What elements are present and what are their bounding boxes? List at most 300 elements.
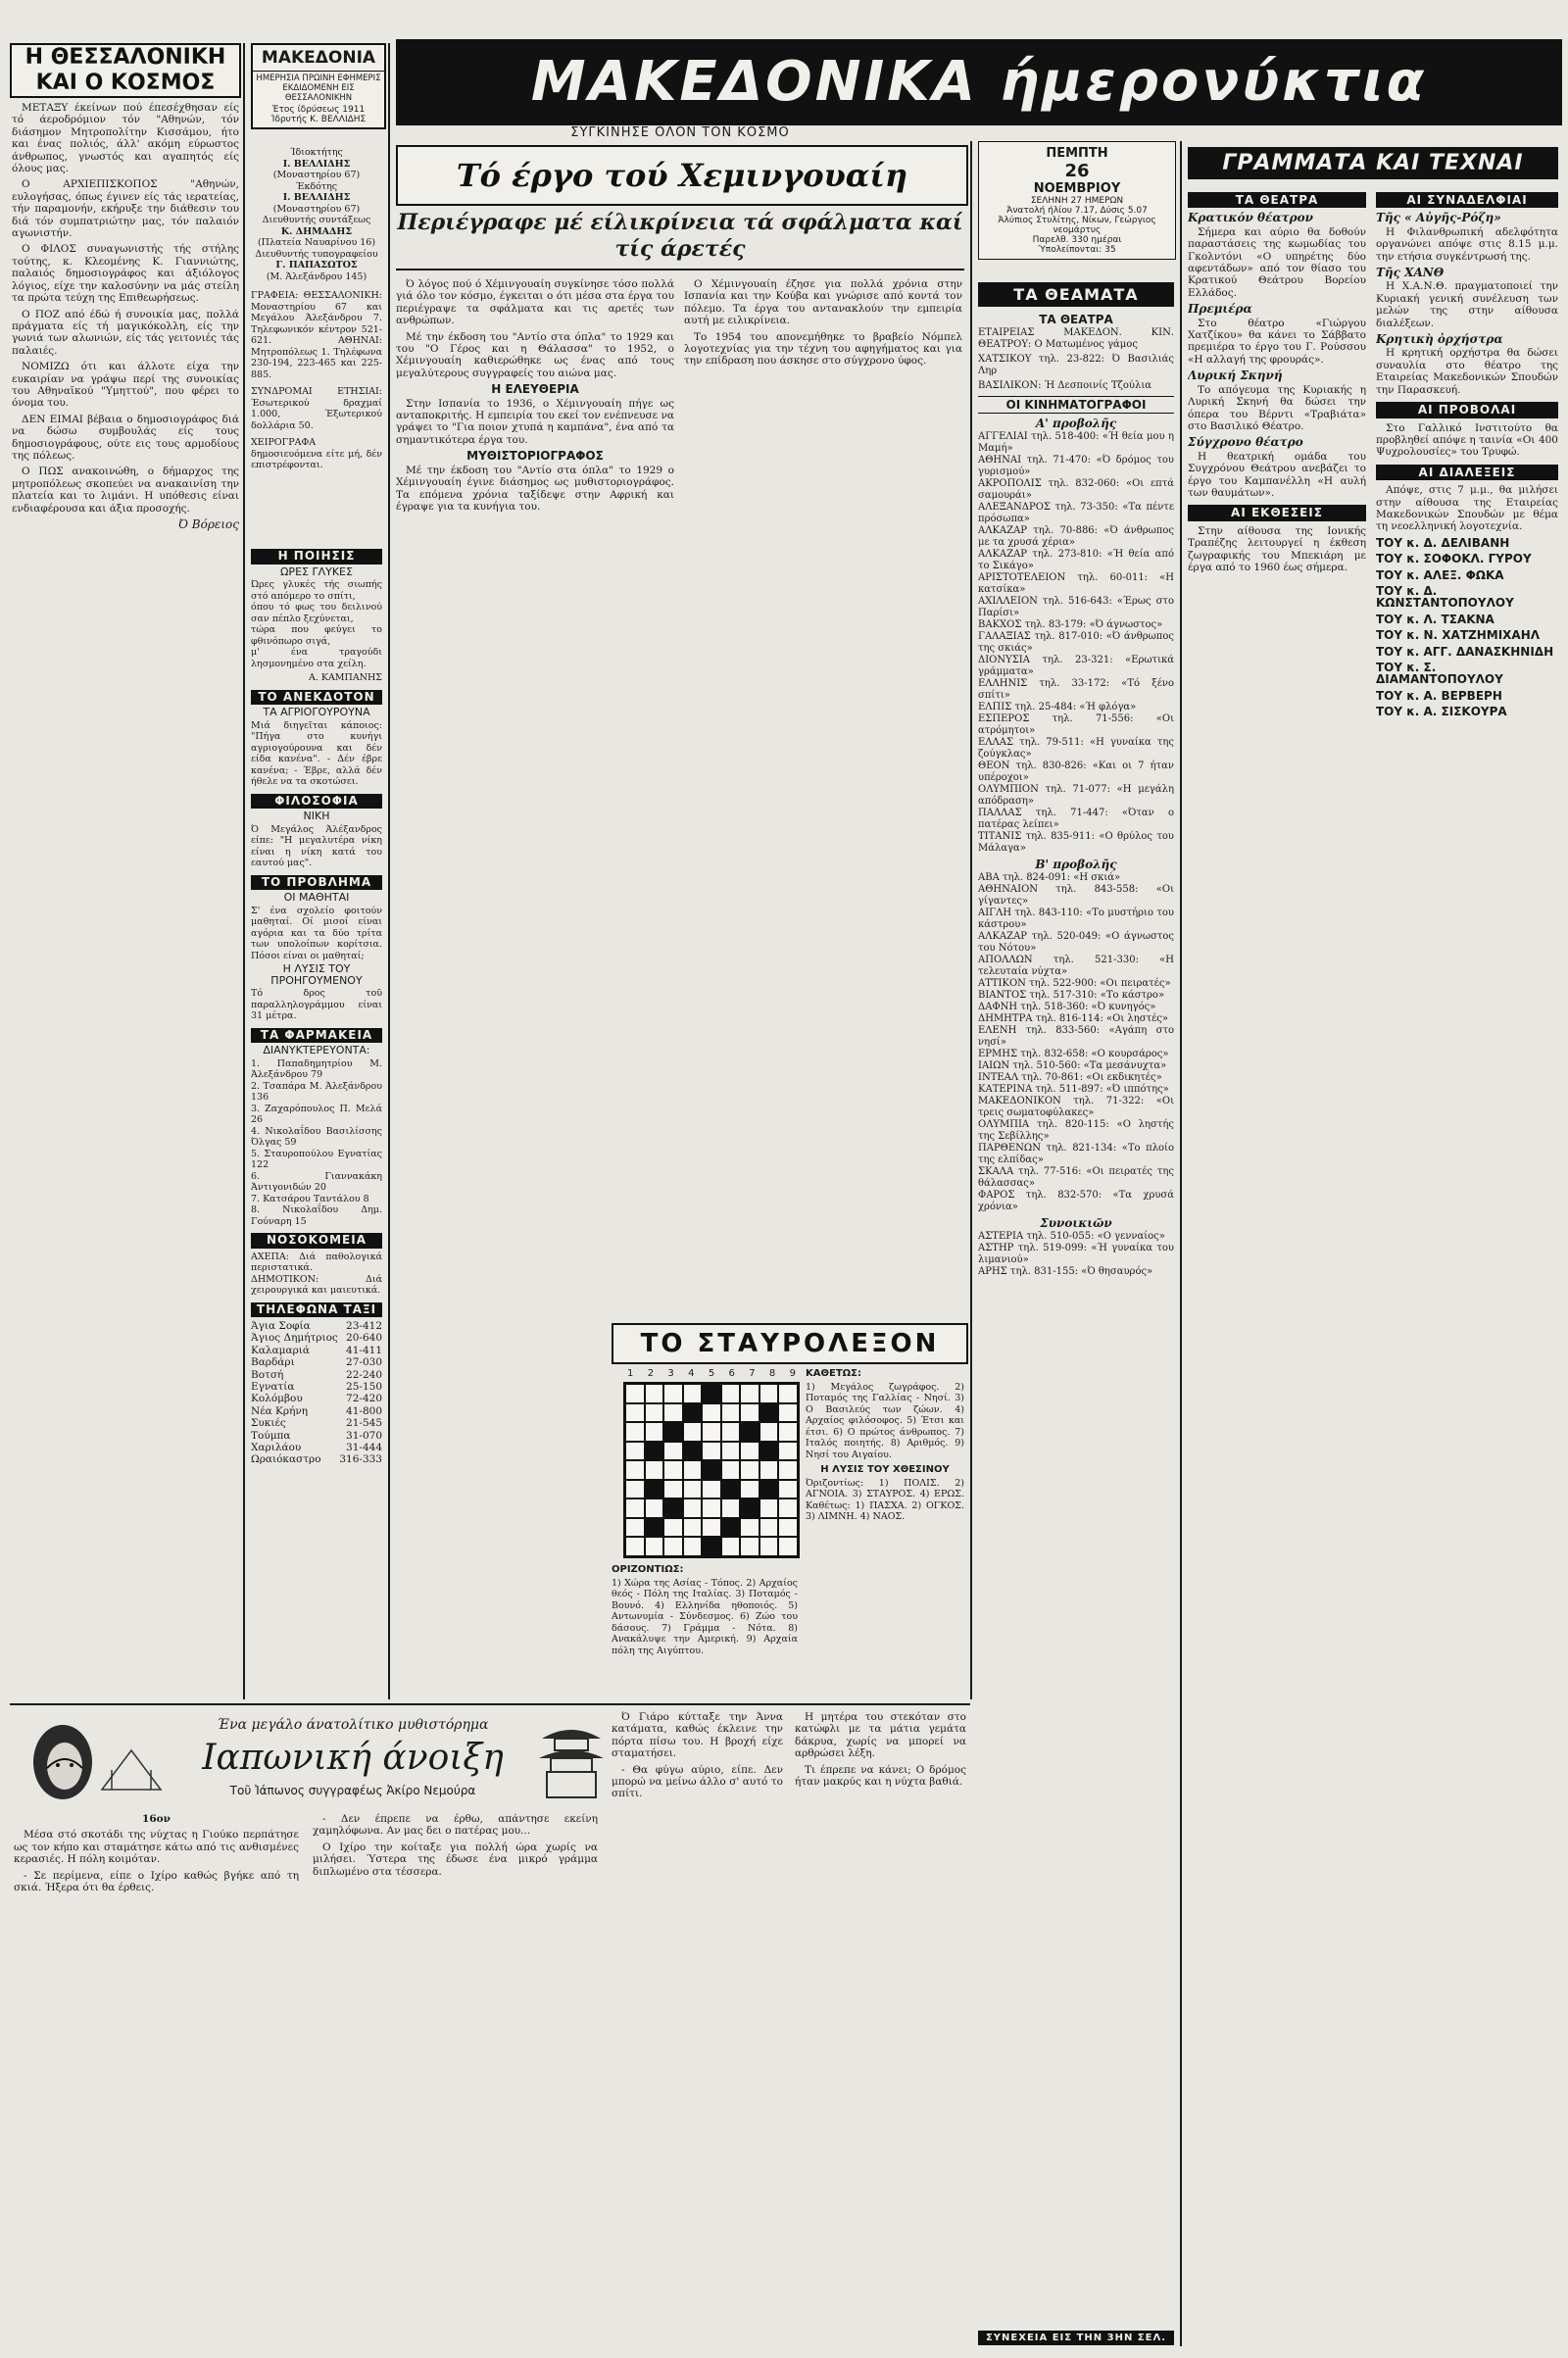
crossword-number: 6: [728, 1368, 735, 1379]
crossword-cell: [721, 1460, 741, 1480]
pharmacy-item: 2. Τσαπάρα Μ. Άλεξάνδρου 136: [251, 1080, 382, 1103]
crossword-cell: [663, 1403, 683, 1423]
column-rule: [388, 43, 390, 1699]
philosophy-title: ΝΙΚΗ: [303, 810, 330, 822]
cinema-listing: ΙΝΤΕΑΛ τηλ. 70-861: «Οι εκδικητές»: [978, 1072, 1162, 1083]
arts-item-text: Στο θέατρο «Γιώργου Χατζίκου» θα κάνει το Σάββατο πρεμιέρα το έργο του Γ. Ρούσσου «Η αλλαγή της φρουράς».: [1188, 317, 1366, 366]
crossword-cell: [625, 1537, 645, 1556]
phone-number: 31-070: [346, 1429, 382, 1442]
cinema-listing: ΟΛΥΜΠΙΟΝ τηλ. 71-077: «Η μεγάλη απόδραση»: [978, 784, 1174, 807]
crossword-cell: [625, 1442, 645, 1461]
serial-author: Τοῦ Ἰάπωνος συγγραφέως Ἀκίρο Νεμούρα: [229, 1784, 476, 1797]
crossword-cell: [645, 1384, 664, 1403]
second-run-heading: Β' προβολῆς: [1035, 858, 1117, 871]
arts-item-title: Πρεμιέρα: [1188, 302, 1252, 317]
crossword-cell: [645, 1403, 664, 1423]
cinema-listing: ΑΚΡΟΠΟΛΙΣ τηλ. 832-060: «Οι επτά σαμουράι»: [978, 478, 1174, 501]
lecture-title: ΤΟΥ κ. Λ. ΤΣΑΚΝΑ: [1376, 612, 1494, 626]
phone-name: Άγια Σοφία: [251, 1320, 311, 1332]
banner-title: ΜΑΚΕΔΟΝΙΚΑ ήμερονύκτια: [530, 50, 1428, 114]
arts-heading: ΓΡΑΜΜΑΤΑ ΚΑΙ ΤΕΧΝΑΙ: [1188, 147, 1558, 179]
serial-rule: [10, 1703, 970, 1705]
hospitals-text: ΑΧΕΠΑ: Διά παθολογικά περιστατικά. ΔΗΜΟΤΙΚΟΝ: Διά χειρουργικά και μαιευτικά.: [251, 1251, 382, 1296]
cinema-listing: ΑΠΟΛΛΩΝ τηλ. 521-330: «Η τελευταία νύχτα»: [978, 955, 1174, 977]
cinema-listing: ΑΡΙΣΤΟΤΕΛΕΙΟΝ τηλ. 60-011: «Η κατσίκα»: [978, 572, 1174, 595]
poem-line: όπου τό φως του δειλινού σαν πέπλο ξεχύνεται,: [251, 602, 382, 624]
staff-line: Διευθυντής συντάξεως: [262, 215, 371, 225]
crossword-down: [806, 1364, 964, 1678]
arts-item-title: Σύγχρονο θέατρο: [1188, 435, 1303, 450]
lecture-title: ΤΟΥ κ. Α. ΣΙΣΚΟΥΡΑ: [1376, 705, 1507, 719]
crossword-cell: [625, 1460, 645, 1480]
lecture-title: ΤΟΥ κ. ΑΓΓ. ΔΑΝΑΣΚΗΝΙΔΗ: [1376, 644, 1554, 659]
phone-row: [251, 1393, 382, 1404]
serial-paragraph: Μέσα στό σκοτάδι της νύχτας η Γιούκο περπάτησε ως τον κήπο και σταμάτησε κάτω από τις ανθισμένες κερασιές. Η πόλη κοιμόταν.: [14, 1829, 299, 1866]
meetings-heading: ΑΙ ΣΥΝΑΔΕΛΦΙΑΙ: [1376, 192, 1558, 208]
phone-row: [251, 1320, 382, 1332]
crossword-cell: [721, 1422, 741, 1442]
crossword-number: 1: [627, 1368, 634, 1379]
phone-number: 22-240: [346, 1368, 382, 1381]
crossword-cell: [663, 1442, 683, 1461]
down-clues: 1) Μεγάλος ζωγράφος. 2) Ποταμός της Γαλλίας - Νησί. 3) Ο Βασιλεύς των ζώων. 4) Αρχαίος φιλόσοφος. 5) Έτσι και έτσι. 6) Ο πρώτος άνθρωπος. 7) Ιταλός ποιητής. 8) Αριθμός. 9) Νησί του Αιγαίου.: [806, 1381, 964, 1460]
crossword-cell: [778, 1384, 798, 1403]
projections-heading: ΑΙ ΠΡΟΒΟΛΑΙ: [1376, 402, 1558, 418]
phone-number: 21-545: [346, 1417, 382, 1430]
projections-text: Στο Γαλλικό Ινστιτούτο θα προβληθεί απόψε η ταινία «Οι 400 Ψυχρολουσίες» του Τρυφώ.: [1376, 421, 1558, 459]
crossword-cell: [778, 1480, 798, 1499]
crossword-cell: [683, 1403, 703, 1423]
meeting-text: Η Χ.Α.Ν.Θ. πραγματοποιεί την Κυριακή γενική συνέλευση των μελών της στην αίθουσα διαλέξεων.: [1376, 280, 1558, 329]
date-line: ΣΕΛΗΝΗ 27 ΗΜΕΡΩΝ: [1030, 196, 1124, 206]
phone-row: [251, 1369, 382, 1381]
crossword-number: 9: [789, 1368, 796, 1379]
crossword-cell: [645, 1498, 664, 1518]
cinema-listing: ΑΙΓΛΗ τηλ. 843-110: «Το μυστήριο του κάστρου»: [978, 908, 1174, 930]
crossword-numbers: [627, 1368, 796, 1379]
crossword-cell: [760, 1460, 779, 1480]
crossword-solution-heading: Η ΛΥΣΙΣ ΤΟΥ ΧΘΕΣΙΝΟΥ: [820, 1464, 950, 1475]
feature-section-heading: Η ΕΛΕΥΘΕΡΙΑ: [491, 382, 579, 397]
crossword-cell: [625, 1480, 645, 1499]
serial-pagoda-icon: [537, 1711, 606, 1805]
date-box: [978, 141, 1176, 260]
column-paragraph: ΔΕΝ ΕΙΜΑΙ βέβαια ο δημοσιογράφος διά να δώσω συμβουλάς είς τους δημοσιογράφους, ούτε εις τους αρμοδίους της πόλεως.: [12, 413, 239, 462]
banner-subtitle: ΣΥΓΚΙΝΗΣΕ ΟΛΟΝ ΤΟΝ ΚΟΣΜΟ: [570, 125, 790, 140]
crossword-cell: [683, 1498, 703, 1518]
poem-line: μ' ένα τραγούδι λησμονημένο στα χείλη.: [251, 647, 382, 669]
prev-solution-heading: Η ΛΥΣΙΣ ΤΟΥ ΠΡΟΗΓΟΥΜΕΝΟΥ: [270, 962, 363, 987]
anecdote-title: ΤΑ ΑΓΡΙΟΓΟΥΡΟΥΝΑ: [263, 706, 370, 718]
cinema-listing: ΟΛΥΜΠΙΑ τηλ. 820-115: «Ο ληστής της Σεβίλλης»: [978, 1119, 1174, 1142]
crossword-cell: [740, 1480, 760, 1499]
staff-line: Ι. ΒΕΛΛΙΔΗΣ: [282, 158, 351, 170]
lecture-title: ΤΟΥ κ. Α. ΒΕΡΒΕΡΗ: [1376, 688, 1502, 703]
pharmacy-item: 6. Γιαννακάκη Άντιγονιδών 20: [251, 1170, 382, 1193]
meeting-text: Η Φιλανθρωπική αδελφότητα οργανώνει απόψε στις 8.15 μ.μ. την ετήσια συγκέντρωσή της.: [1376, 225, 1558, 263]
cinema-listing: ΔΗΜΗΤΡΑ τηλ. 816-114: «Οι ληστές»: [978, 1013, 1169, 1024]
crossword-cell: [760, 1422, 779, 1442]
founder: Ίδρυτής Κ. ΒΕΛΛΙΔΗΣ: [270, 115, 367, 124]
phone-row: [251, 1332, 382, 1344]
phone-name: Χαριλάου: [251, 1442, 302, 1454]
manuscripts-note: ΧΕΙΡΟΓΡΑΦΑ δημοσιευόμενα είτε μή, δέν επιστρέφονται.: [251, 437, 382, 470]
crossword-cell: [760, 1403, 779, 1423]
cinema-listing: ΑΓΓΕΛΙΑΙ τηλ. 518-400: «Ή θεία μου η Μαμή»: [978, 431, 1174, 454]
cinema-listing: ΣΚΑΛΑ τηλ. 77-516: «Οι πειρατές της θάλασσας»: [978, 1166, 1174, 1189]
staff-box: [251, 147, 382, 544]
phone-row: [251, 1356, 382, 1368]
exhibitions-heading: ΑΙ ΕΚΘΕΣΕΙΣ: [1188, 505, 1366, 520]
subscriptions: ΣΥΝΔΡΟΜΑΙ ΕΤΗΣΙΑΙ: Έσωτερικού δραχμαί 1.000, Έξωτερικού δολλάρια 50.: [251, 386, 382, 431]
crossword-cell: [702, 1518, 721, 1538]
crossword-cell: [740, 1403, 760, 1423]
cinema-listing: ΑΣΤΗΡ τηλ. 519-099: «Ή γυναίκα του λιμανιού»: [978, 1243, 1174, 1265]
cinema-listing: ΑΛΚΑΖΑΡ τηλ. 520-049: «Ο άγνωστος του Νότου»: [978, 931, 1174, 954]
column-paragraph: Ο ΦΙΛΟΣ συναγωνιστής τής στήλης τούτης, κ. Κλεομένης Κ. Γιαννιώτης, παλαιός δημοσιογράφος και άξιόλογος λόγιος, είχε την καλοσύνην να μάς στείλη τα πρώτα τεύχη της Επιθεωρήσεως.: [12, 243, 239, 305]
serial-paragraph: Ό Γιάρο κύτταξε την Άννα κατάματα, καθώς έκλεινε την πόρτα πίσω του. Η βροχή είχε σταματήσει.: [612, 1711, 783, 1760]
crossword-cell: [702, 1442, 721, 1461]
phone-name: Τούμπα: [251, 1429, 291, 1442]
crossword-cell: [702, 1403, 721, 1423]
cinema-listing: ΤΙΤΑΝΙΣ τηλ. 835-911: «Ο θρύλος του Μάλαγα»: [978, 831, 1174, 854]
feature-subhead: Περιέγραφε μέ είλικρίνεια τά σφάλματα καί τίς άρετές: [396, 210, 964, 270]
pharmacy-item: 3. Ζαχαρόπουλος Π. Μελά 26: [251, 1103, 382, 1125]
pharmacy-item: 4. Νικολαΐδου Βασιλίσσης Όλγας 59: [251, 1125, 382, 1148]
theatre-listing: ΕΤΑΙΡΕΙΑΣ ΜΑΚΕΔΟΝ. ΚΙΝ. ΘΕΑΤΡΟΥ: Ο Ματωμένος γάμος: [978, 327, 1174, 350]
cinema-listing: ΑΣΤΕΡΙΑ τηλ. 510-055: «Ο γενναίος»: [978, 1231, 1165, 1242]
crossword-cell: [721, 1384, 741, 1403]
phones-heading: ΤΗΛΕΦΩΝΑ ΤΑΞΙ: [251, 1302, 382, 1318]
serial-paragraph: - Δεν έπρεπε να έρθω, απάντησε εκείνη χαμηλόφωνα. Αν μας δει ο πατέρας μου...: [313, 1813, 598, 1838]
meeting-title: Τῆς ΧΑΝΘ: [1376, 266, 1445, 280]
crossword-cell: [778, 1518, 798, 1538]
lectures-heading: ΑΙ ΔΙΑΛΕΞΕΙΣ: [1376, 465, 1558, 480]
cinema-listing: ΑΘΗΝΑΙ τηλ. 71-470: «Ό δρόμος του γυρισμού»: [978, 455, 1174, 477]
crossword-solution: Όριζοντίως: 1) ΠΟΛΙΣ. 2) ΑΓΝΟΙΑ. 3) ΣΤΑΥΡΟΣ. 4) ΕΡΩΣ. Καθέτως: 1) ΠΑΣΧΑ. 2) ΟΓΚΟΣ. 3) ΛΙΜΝΗ. 4) ΝΑΟΣ.: [806, 1477, 964, 1522]
poetry-heading: Η ΠΟΙΗΣΙΣ: [251, 549, 382, 565]
column-paragraph: Ο ΑΡΧΙΕΠΙΣΚΟΠΟΣ "Αθηνών, ευλογήσας, όπως έγινεν είς τάς ιερατείας, τήν παραμονήν, εκήρυξε την διάθεσιν του διά τόν συμπατριώτην μας, τόν παλαιόν αγωνιστήν.: [12, 178, 239, 240]
serial-paragraph: Η μητέρα του στεκόταν στο κατώφλι με τα μάτια γεμάτα δάκρυα, χωρίς να μπορεί να αρθρώσει λέξη.: [795, 1711, 966, 1760]
crossword-cell: [778, 1403, 798, 1423]
feature-paragraph: Στην Ισπανία το 1936, ο Χέμινγουαίη πήγε ως ανταποκριτής. Η εμπειρία του εκεί τον ενέπνευσε να γράψει το "Για ποιον χτυπά η καμπάνα", ένα από τα σημαντικότερα έργα του.: [396, 397, 674, 446]
crossword-cell: [740, 1422, 760, 1442]
crossword-cell: [760, 1480, 779, 1499]
staff-line: (Πλατεία Ναυαρίνου 16): [257, 237, 376, 248]
phone-name: Εγνατία: [251, 1381, 295, 1394]
cinema-listing: ΑΤΤΙΚΟΝ τηλ. 522-900: «Οι πειρατές»: [978, 978, 1171, 989]
crossword-cell: [663, 1422, 683, 1442]
date-line: Ύπολείπονται: 35: [1038, 245, 1116, 255]
across-heading: ΟΡΙΖΟΝΤΙΩΣ:: [612, 1564, 684, 1575]
column-rule: [970, 141, 972, 1699]
phone-row: [251, 1453, 382, 1465]
exhibitions-text: Στην αίθουσα της Ιονικής Τραπέζης λειτουργεί η έκθεση ζωγραφικής του Μπεκιάρη με έργα από το 1960 έως σήμερα.: [1188, 524, 1366, 573]
cinema-listing: ΕΛΛΑΣ τηλ. 79-511: «Η γυναίκα της ζούγκλας»: [978, 737, 1174, 760]
arts-col-left: [1188, 192, 1366, 2338]
date-line: Άνατολή ήλίου 7.17, Δύσις 5.07: [1006, 206, 1148, 216]
crossword-cell: [702, 1460, 721, 1480]
cinema-listing: ΑΒΑ τηλ. 824-091: «Η σκιά»: [978, 872, 1121, 883]
cinema-listing: ΦΑΡΟΣ τηλ. 832-570: «Τα χρυσά χρόνια»: [978, 1190, 1174, 1212]
cinema-listing: ΕΛΛΗΝΙΣ τηλ. 33-172: «Τό ξένο σπίτι»: [978, 678, 1174, 701]
phone-number: 31-444: [346, 1442, 382, 1454]
serial-illustration: [14, 1711, 171, 1805]
cinema-listing: ΒΙΑΝΤΟΣ τηλ. 517-310: «Το κάστρο»: [978, 990, 1165, 1001]
crossword-cell: [760, 1442, 779, 1461]
anecdote-heading: ΤΟ ΑΝΕΚΔΟΤΟΝ: [251, 690, 382, 706]
philosophy-text: Ό Μεγάλος Άλέξανδρος είπε: "Η μεγαλυτέρα νίκη είναι η νίκη κατά του εαυτού μας".: [251, 823, 382, 868]
crossword-cell: [625, 1422, 645, 1442]
staff-line: Διευθυντής τυπογραφείου: [255, 248, 378, 260]
theatre-listing: ΒΑΣΙΛΙΚΟΝ: Ή Δεσποινίς Τζούλια: [978, 380, 1152, 391]
problem-text: Σ' ένα σχολείο φοιτούν μαθηταί. Οί μισοί είναι αγόρια και τα δύο τρίτα των υπολοίπων κορίτσια. Πόσοι είναι οι μαθηταί;: [251, 905, 382, 961]
cinema-listing: ΑΡΗΣ τηλ. 831-155: «Ό θησαυρός»: [978, 1266, 1153, 1277]
pharmacy-item: 1. Παπαδημητρίου Μ. Άλεξάνδρου 79: [251, 1057, 382, 1080]
crossword-cell: [645, 1480, 664, 1499]
feature-paragraph: Ό λόγος πού ό Χέμινγουαίη συγκίνησε τόσο πολλά γιά όλο τον κόσμο, έγκειται ο ότι μέσα στα έργα του περιέγραψε τα σφάλματα και τις αρετές των ανθρώπων.: [396, 278, 674, 327]
crossword-cell: [663, 1498, 683, 1518]
arts-col-right: [1376, 192, 1558, 2338]
crossword-cell: [683, 1460, 703, 1480]
meeting-text: Η κρητική ορχήστρα θα δώσει συναυλία στο θέατρο της Εταιρείας Μακεδονικών Σπουδών την Παρασκευή.: [1376, 347, 1558, 396]
crossword-cell: [721, 1537, 741, 1556]
cinema-listing: ΠΑΡΘΕΝΩΝ τηλ. 821-134: «Το πλοίο της ελπίδας»: [978, 1143, 1174, 1165]
cinema-listing: ΕΡΜΗΣ τηλ. 832-658: «Ο κουρσάρος»: [978, 1049, 1169, 1059]
pharmacy-heading: ΤΑ ΦΑΡΜΑΚΕΙΑ: [251, 1028, 382, 1044]
cinema-heading: ΟΙ ΚΙΝΗΜΑΤΟΓΡΑΦΟΙ: [978, 396, 1174, 414]
lecture-title: ΤΟΥ κ. Δ. ΔΕΛΙΒΑΝΗ: [1376, 535, 1510, 550]
crossword-cell: [625, 1518, 645, 1538]
serial-paragraph: - Σε περίμενα, είπε ο Ιχίρο καθώς βγήκε από τη σκιά. Ήξερα ότι θα έρθεις.: [14, 1869, 299, 1894]
crossword-cell: [778, 1460, 798, 1480]
crossword-cell: [778, 1442, 798, 1461]
anecdote-text: Μιά διηγεῖται κάποιος: "Πήγα στο κυνήγι αγριογούρουνα και δέν είδα κανένα". - Δέν έβρε κανένα; - Έβρε, αλλά δέν ήθελε να τα σκοτώσει.: [251, 719, 382, 787]
crossword-cell: [760, 1384, 779, 1403]
masthead-subtitle: ΗΜΕΡΗΣΙΑ ΠΡΩΙΝΗ ΕΦΗΜΕΡΙΣ ΕΚΔΙΔΟΜΕΝΗ ΕΙΣ ΘΕΣΣΑΛΟΝΙΚΗΝ: [256, 74, 381, 103]
column-paragraph: ΝΟΜΙΖΩ ότι και άλλοτε είχα την ευκαιρίαν να γράψω περί της συνοικίας του Αθηναϊκού "Υμηττού", που φέρει το όνομα του.: [12, 361, 239, 410]
staff-line: Ίδιοκτήτης: [290, 147, 343, 158]
column-paragraph: Ο ΠΟΖ από έδώ ή συνοικία μας, πολλά πράγματα είς τή μαγικόκολλη, είς την γωνιά των αλωνιών, είς τάς γειτονιές τάς παλαιές.: [12, 308, 239, 357]
crossword-cell: [740, 1498, 760, 1518]
staff-line: Γ. ΠΑΠΑΣΩΤΟΣ: [275, 260, 358, 270]
crossword-cell: [702, 1422, 721, 1442]
crossword-cell: [625, 1403, 645, 1423]
cinema-listing: ΔΑΦΝΗ τηλ. 518-360: «Ό κυνηγός»: [978, 1002, 1156, 1012]
crossword-number: 8: [768, 1368, 776, 1379]
date-day: ΠΕΜΠΤΗ: [1046, 146, 1108, 161]
crossword-heading: ΤΟ ΣΤΑΥΡΟΛΕΞΟΝ: [612, 1323, 968, 1364]
crossword-cell: [645, 1460, 664, 1480]
crossword-cell: [740, 1518, 760, 1538]
cinema-listing: ΔΙΟΝΥΣΙΑ τηλ. 23-321: «Ερωτικά γράμματα»: [978, 655, 1174, 677]
crossword-cell: [625, 1498, 645, 1518]
section-banner: [396, 39, 1562, 125]
phone-row: [251, 1430, 382, 1442]
shows-column: [978, 310, 1174, 1682]
down-heading: ΚΑΘΕΤΩΣ:: [806, 1368, 861, 1379]
sidebar-column: [251, 549, 382, 1656]
cinema-listing: ΑΛΚΑΖΑΡ τηλ. 70-886: «Ό άνθρωπος με τα χρυσά χέρια»: [978, 525, 1174, 548]
crossword-cell: [645, 1537, 664, 1556]
staff-line: Κ. ΔΗΜΑΔΗΣ: [280, 225, 353, 237]
crossword-cell: [645, 1518, 664, 1538]
serial-col-right: [612, 1711, 966, 2342]
cinema-listing: ΜΑΚΕΔΟΝΙΚΟΝ τηλ. 71-322: «Οι τρεις σωματοφύλακες»: [978, 1096, 1174, 1118]
crossword-cell: [645, 1422, 664, 1442]
cinema-listing: ΕΛΕΝΗ τηλ. 833-560: «Αγάπη στο νησί»: [978, 1025, 1174, 1048]
phone-number: 20-640: [346, 1332, 382, 1345]
crossword-number: 3: [667, 1368, 674, 1379]
problem-heading: ΤΟ ΠΡΟΒΛΗΜΑ: [251, 875, 382, 891]
serial-paragraph: - Θα φύγω αύριο, είπε. Δεν μπορώ να μείνω άλλο σ' αυτό το σπίτι.: [612, 1763, 783, 1800]
feature-title: Τό έργο τού Χεμινγουαίη: [396, 145, 968, 206]
date-month: ΝΟΕΜΒΡΙΟΥ: [1033, 181, 1121, 196]
pharmacy-item: 7. Κατσάρου Ταντάλου 8: [251, 1193, 369, 1204]
date-line: Παρελθ. 330 ημέραι: [1032, 235, 1122, 245]
phone-number: 41-800: [346, 1404, 382, 1417]
column-rule: [243, 43, 245, 1699]
continue-note: ΣΥΝΕΧΕΙΑ ΕΙΣ ΤΗΝ 3ΗΝ ΣΕΛ.: [978, 2331, 1174, 2345]
serial-kicker: Ένα μεγάλο άνατολίτικο μυθιστόρημα: [217, 1717, 489, 1733]
lecture-title: ΤΟΥ κ. ΣΟΦΟΚΛ. ΓΥΡΟΥ: [1376, 552, 1532, 566]
lecture-title: ΤΟΥ κ. Δ. ΚΩΝΣΤΑΝΤΟΠΟΥΛΟΥ: [1376, 583, 1514, 611]
crossword-cell: [740, 1537, 760, 1556]
crossword-cell: [740, 1442, 760, 1461]
staff-line: Έκδότης: [295, 180, 338, 192]
problem-title: ΟΙ ΜΑΘΗΤΑΙ: [283, 891, 350, 904]
column-rule: [1180, 141, 1182, 2346]
phone-name: Κολόμβου: [251, 1393, 303, 1405]
cinema-listing: ΑΧΙΛΛΕΙΟΝ τηλ. 516-643: «Έρως στο Παρίσι»: [978, 596, 1174, 618]
pharmacy-item: 8. Νικολαΐδου Δημ. Γούναρη 15: [251, 1204, 382, 1227]
feature-col-left: [396, 278, 674, 1435]
arts-item-title: Κρατικόν θέατρον: [1188, 211, 1313, 225]
phone-number: 25-150: [346, 1381, 382, 1394]
crossword-cell: [702, 1537, 721, 1556]
staff-line: (Μ. Άλεξάνδρου 145): [266, 270, 368, 282]
crossword-cell: [721, 1518, 741, 1538]
offices: ΓΡΑΦΕΙΑ: ΘΕΣΣΑΛΟΝΙΚΗ: Μοναστηρίου 67 και Μεγάλου Άλεξάνδρου 7. Τηλεφωνικόν κέντρον 521-621. ΑΘΗΝΑΙ: Μητροπόλεως 1. Τηλέφωνα 230-194, 223-465 και 225-885.: [251, 290, 382, 380]
feature-paragraph: Ο Χέμινγουαίη έζησε για πολλά χρόνια στην Ισπανία και την Κούβα και γνώρισε από κοντά τον πόλεμο. Τα έργα του αντανακλούν την εμπειρία αυτή με ειλικρίνεια.: [684, 278, 962, 327]
lectures-text: Απόψε, στις 7 μ.μ., θα μιλήσει στην αίθουσα της Εταιρείας Μακεδονικών Σπουδών με θέμα τη νεοελληνική λογοτεχνία.: [1376, 484, 1558, 533]
pharmacy-item: 5. Σταυροπούλου Εγνατίας 122: [251, 1148, 382, 1170]
crossword-cell: [721, 1498, 741, 1518]
crossword-cell: [760, 1537, 779, 1556]
phone-name: Ωραιόκαστρο: [251, 1453, 321, 1466]
suburban-heading: Συνοικιῶν: [1040, 1216, 1112, 1230]
poet: Α. ΚΑΜΠΑΝΗΣ: [308, 672, 382, 683]
phone-row: [251, 1345, 382, 1356]
phone-number: 316-333: [339, 1453, 382, 1466]
phone-name: Συκιές: [251, 1417, 286, 1430]
cinema-listing: ΕΛΠΙΣ τηλ. 25-484: «Ή φλόγα»: [978, 702, 1137, 712]
phone-name: Βαρδάρι: [251, 1356, 295, 1369]
pharmacy-subheading: ΔΙΑΝΥΚΤΕΡΕΥΟΝΤΑ:: [263, 1044, 370, 1056]
crossword-cell: [721, 1480, 741, 1499]
cinema-listing: ΑΘΗΝΑΙΟΝ τηλ. 843-558: «Οι γίγαντες»: [978, 884, 1174, 907]
crossword-cell: [778, 1498, 798, 1518]
crossword-cell: [683, 1480, 703, 1499]
cinema-listing: ΑΛΚΑΖΑΡ τηλ. 273-810: «Ή θεία από το Σικάγο»: [978, 549, 1174, 571]
crossword-cell: [683, 1384, 703, 1403]
masthead-title: ΜΑΚΕΔΟΝΙΑ: [253, 45, 384, 72]
crossword-grid: [623, 1382, 800, 1558]
cinema-listing: ΚΑΤΕΡΙΝΑ τηλ. 511-897: «Ό ιππότης»: [978, 1084, 1169, 1095]
crossword-cell: [740, 1460, 760, 1480]
cinema-listing: ΠΑΛΛΑΣ τηλ. 71-447: «Όταν ο πατέρας λείπει»: [978, 808, 1174, 830]
column-paragraph: Ο ΠΩΣ ανακοινώθη, ο δήμαρχος της μητροπόλεως σκοπεύει να ανακαινίση την πλατεία και το λιμάνι. Η υπόθεσις είναι ενδιαφέρουσα και άξια προσοχής.: [12, 466, 239, 515]
cinema-listing: ΒΑΚΧΟΣ τηλ. 83-179: «Ό άγνωστος»: [978, 619, 1163, 630]
poem-title: ΩΡΕΣ ΓΛΥΚΕΣ: [280, 565, 353, 578]
staff-line: Ι. ΒΕΛΛΙΔΗΣ: [282, 192, 351, 203]
arts-theatre-heading: ΤΑ ΘΕΑΤΡΑ: [1188, 192, 1366, 208]
column-paragraph: ΜΕΤΑΞΥ έκείνων πού έπεσέχθησαν είς τό άεροδρόμιον τόν "Αθηνών, τόν διάσημον Μητροπολίτην Κισσάμου, ήτο και ένας πολιός, άλλ' ακόμη εύρωστος άνθρωπος, γνωστός και αγαπητός είς όλους μας.: [12, 102, 239, 175]
meeting-title: Τῆς « Αὐγῆς-Ρόζη»: [1376, 211, 1501, 225]
crossword-cell: [721, 1442, 741, 1461]
crossword-cell: [645, 1442, 664, 1461]
phone-row: [251, 1442, 382, 1453]
date-number: 26: [1064, 161, 1090, 181]
crossword-cell: [683, 1442, 703, 1461]
crossword-cell: [663, 1537, 683, 1556]
phone-number: 23-412: [346, 1320, 382, 1332]
crossword-cell: [625, 1384, 645, 1403]
crossword-number: 2: [647, 1368, 655, 1379]
phone-number: 72-420: [346, 1393, 382, 1405]
crossword-number: 4: [688, 1368, 695, 1379]
phone-name: Βοτσή: [251, 1368, 284, 1381]
crossword-cell: [663, 1518, 683, 1538]
arts-item-text: Σήμερα και αύριο θα δοθούν παραστάσεις της κωμωδίας του Γκολντόνι «Ο υπηρέτης δύο αφεντάδων» από τον θίασο του Κρατικού Θεάτρου Βορείου Ελλάδος.: [1188, 225, 1366, 299]
crossword-cell: [683, 1422, 703, 1442]
crossword-cell: [760, 1498, 779, 1518]
column-headline: Η ΘΕΣΣΑΛΟΝΙΚΗ ΚΑΙ Ο ΚΟΣΜΟΣ: [10, 43, 241, 98]
cinema-listing: ΙΑΙΩΝ τηλ. 510-560: «Τα μεσάνυχτα»: [978, 1060, 1167, 1071]
hospitals-heading: ΝΟΣΟΚΟΜΕΙΑ: [251, 1233, 382, 1249]
crossword-cell: [683, 1518, 703, 1538]
first-run-heading: Α' προβολῆς: [1035, 417, 1117, 430]
phone-row: [251, 1381, 382, 1393]
crossword-cell: [702, 1498, 721, 1518]
phone-number: 41-411: [346, 1344, 382, 1356]
serial-paragraph: Ο Ιχίρο την κοίταξε για πολλή ώρα χωρίς να μιλήσει. Ύστερα της έδωσε ένα μικρό γράμμα διπλωμένο στα τέσσερα.: [313, 1841, 598, 1878]
phone-row: [251, 1405, 382, 1417]
phone-row: [251, 1417, 382, 1429]
serial-episode: 16ον: [142, 1813, 171, 1825]
crossword-cell: [740, 1384, 760, 1403]
arts-item-title: Λυρική Σκηνή: [1188, 368, 1283, 383]
theatre-listing: ΧΑΤΣΙΚΟΥ τηλ. 23-822: Ό Βασιλιάς Ληρ: [978, 354, 1174, 376]
masthead-box: [251, 43, 386, 129]
shows-theatre-heading: ΤΑ ΘΕΑΤΡΑ: [1039, 313, 1113, 326]
serial-col-left: [14, 1813, 598, 2342]
cinema-listing: ΕΣΠΕΡΟΣ τηλ. 71-556: «Οι ατρόμητοι»: [978, 713, 1174, 736]
column-signature: Ό Βόρειος: [177, 517, 239, 531]
staff-line: (Μοναστηρίου 67): [272, 170, 361, 180]
date-line: Άλύπιος Στυλίτης, Νίκων, Γεώργιος νεομάρτυς: [998, 216, 1156, 235]
crossword-cell: [721, 1403, 741, 1423]
portrait-icon: [14, 1711, 171, 1805]
poem-line: τώρα που φεύγει το φθινόπωρο σιγά,: [251, 624, 382, 647]
crossword-number: 7: [749, 1368, 756, 1379]
crossword-cell: [683, 1537, 703, 1556]
phone-name: Άγιος Δημήτριος: [251, 1332, 338, 1345]
philosophy-heading: ΦΙΛΟΣΟΦΙΑ: [251, 794, 382, 810]
phone-number: 27-030: [346, 1356, 382, 1369]
arts-item-text: Η θεατρική ομάδα του Συγχρόνου Θεάτρου ανεβάζει το έργο του Καμπανέλλη «Η αυλή των θαυμάτων».: [1188, 450, 1366, 499]
crossword-cell: [663, 1384, 683, 1403]
